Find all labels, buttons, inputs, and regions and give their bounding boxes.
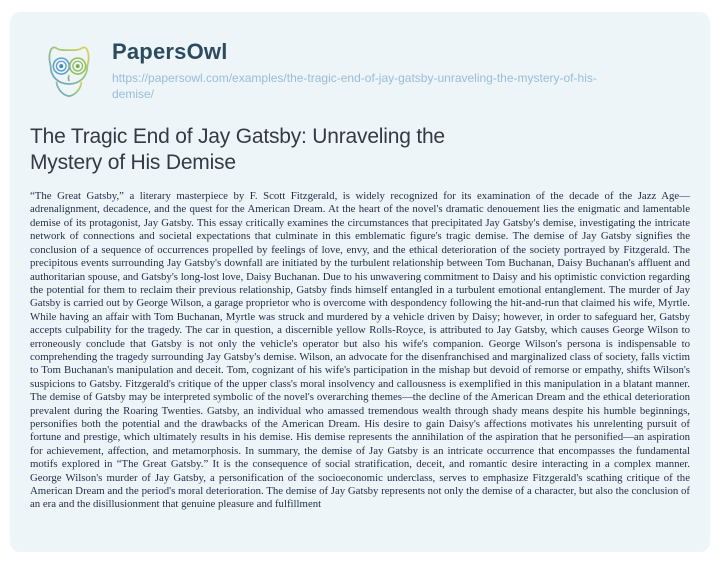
brand-name[interactable]: PapersOwl bbox=[112, 39, 228, 64]
site-header bbox=[38, 38, 690, 102]
brand-block bbox=[112, 38, 610, 102]
essay-preview-card bbox=[10, 12, 710, 552]
essay-title: The Tragic End of Jay Gatsby: Unraveling the Mystery of His Demise bbox=[30, 125, 445, 174]
essay-body-text: “The Great Gatsby,” a literary masterpiece by F. Scott Fitzgerald, is widely recognized for its examination of the decade of the Jazz Age—adrenalignment, decadence, and the quest for the American Dream. At the heart of the novel's dramatic denouement lies the enigmatic and lamentable demise of its protagonist, Jay Gatsby. This essay critically examines the circumstances that precipitated Jay Gatsby's demise, investigating the intricate network of connections and societal expectations that culminate in this emblematic figure's tragic demise. The demise of Jay Gatsby signifies the conclusion of a sequence of occurrences propelled by feelings of love, envy, and the ethical deterioration of the society portrayed by Fitzgerald. The precipitous events surrounding Jay Gatsby's downfall are initiated by the turbulent relationship between Tom Buchanan, Daisy Buchanan's affluent and authoritarian spouse, and Gatsby's long-lost love, Daisy Buchanan. Due to his unwavering commitment to Daisy and his optimistic conviction regarding the potential for them to reclaim their previous relationship, Gatsby finds himself entangled in a turbulent emotional entanglement. The murder of Jay Gatsby is carried out by George Wilson, a garage proprietor who is overcome with despondency following the hit-and-run that claimed his wife, Myrtle. While having an affair with Tom Buchanan, Myrtle was struck and murdered by a vehicle driven by Daisy; however, in order to safeguard her, Gatsby accepts culpability for the tragedy. The car in question, a discernible yellow Rolls-Royce, is attributed to Jay Gatsby, which causes George Wilson to erroneously conclude that Gatsby is not only the vehicle's operator but also his wife's companion. George Wilson's persona is indispensable to comprehending the tragedy surrounding Jay Gatsby's demise. Wilson, an advocate for the disenfranchised and marginalized class of society, falls victim to Tom Buchanan's manipulation and deceit. Tom, cognizant of his wife's participation in the mishap but devoid of remorse or empathy, shifts Wilson's suspicions to Gatsby. Fitzgerald's critique of the upper class's moral insolvency and callousness is exemplified in this manipulation in a blatant manner. The demise of Gatsby may be interpreted symbolic of the novel's overarching themes—the decline of the American Dream and the ethical deterioration prevalent during the Roaring Twenties. Gatsby, an individual who amassed tremendous wealth through shady means despite his humble beginnings, personifies both the potential and the drawbacks of the American Dream. His desire to gain Daisy's affections motivates his unrelenting pursuit of fortune and prestige, which ultimately results in his demise. His demise represents the annihilation of the aspiration that he personified—an aspiration for achievement, affection, and metamorphosis. In summary, the demise of Jay Gatsby is an intricate occurrence that encompasses the fundamental motifs explored in “The Great Gatsby.” It is the consequence of social stratification, deceit, and romantic desire interacting in a complex manner. George Wilson's murder of Jay Gatsby, a personification of the socioeconomic underclass, serves to emphasize Fitzgerald's scathing critique of the American Dream and the period's moral deterioration. The demise of Jay Gatsby represents not only the demise of a character, but also the conclusion of an era and the disillusionment that genuine pleasure and fulfillment bbox=[30, 190, 690, 511]
page-url-link[interactable]: https://papersowl.com/examples/the-tragic-end-of-jay-gatsby-unraveling-the-mystery-of-his-demise/ bbox=[112, 71, 597, 101]
papersowl-owl-logo-icon[interactable] bbox=[38, 38, 100, 100]
